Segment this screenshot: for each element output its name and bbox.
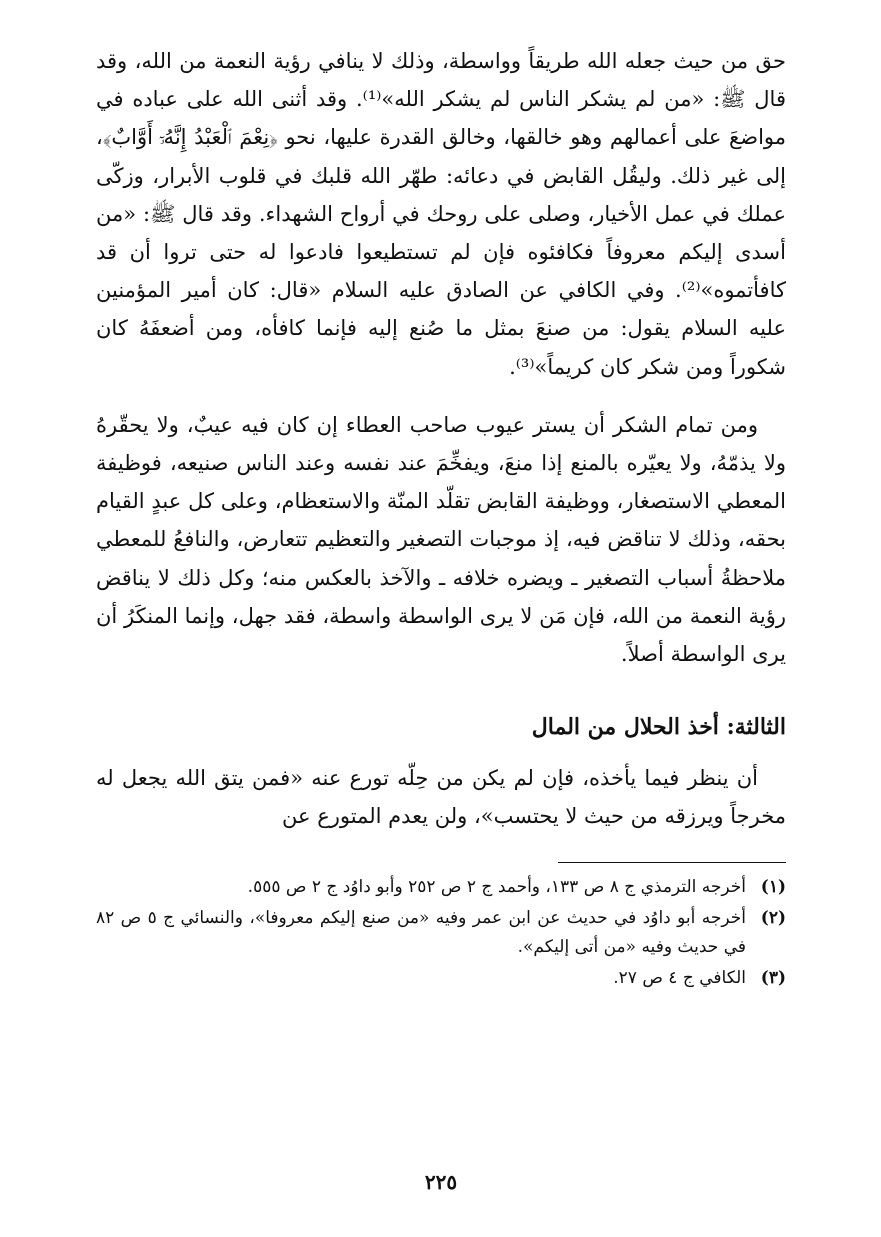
footnote-divider [558,862,786,863]
footnote-item [96,964,786,993]
paragraph-gap [96,386,786,406]
footnote-text: أخرجه الترمذي ج ٨ ص ١٣٣، وأحمد ج ٢ ص ٢٥٢ وأبو داوُد ج ٢ ص ٥٥٥. [247,876,746,897]
footnote-number: (٢) [760,907,786,928]
footnote-text: الكافي ج ٤ ص ٢٧. [613,967,746,988]
section-heading: الثالثة: أخذ الحلال من المال [531,714,786,741]
body-paragraph-2: ومن تمام الشكر أن يستر عيوب صاحب العطاء إن كان فيه عيبٌ، ولا يحقّرهُ ولا يذمّهُ، ولا يعيّره بالمنع إذا منعَ، ويفخِّمَ عند نفسه وعند الناس صنيعه، فوظيفة المعطي الاستصغار، ووظيفة القابض تقلّد المنّة والاستعظام، وعلى كل عبدٍ القيام بحقه، وذلك لا تناقض فيه، إذ موجبات التصغير والتعظيم تتعارض، والنافعُ للمعطي ملاحظةُ أسباب التصغير ـ ويضره خلافه ـ والآخذ بالعكس منه؛ وكل ذلك لا يناقض رؤية النعمة من الله، فإن مَن لا يرى الواسطة واسطة، فقد جهل، وإنما المنكَرُ أن يرى الواسطة أصلاً. [96,412,786,667]
body-paragraph-1: حق من حيث جعله الله طريقاً وواسطة، وذلك لا ينافي رؤية النعمة من الله، وقد قال ﷺ: «من لم يشكر الناس لم يشكر الله»⁽¹⁾. وقد أثنى الله على عباده في مواضعَ على أعمالهم وهو خالقها، وخالق القدرة عليها، نحو ﴿نِعْمَ ٱلْعَبْدُ إِنَّهُۥٓ أَوَّابٌ﴾، إلى غير ذلك. وليقُل القابض في دعائه: طهّر الله قلبك في قلوب الأبرار، وزكّى عملك في عمل الأخيار، وصلى على روحك في أرواح الشهداء. وقد قال ﷺ: «من أسدى إليكم معروفاً فكافئوه فإن لم تستطيعوا فادعوا له حتى تروا أن قد كافأتموه»⁽²⁾. وفي الكافي عن الصادق عليه السلام «قال: كان أمير المؤمنين عليه السلام يقول: من صنعَ بمثل ما صُنع إليه فإنما كافأه، ومن أضعفَهُ كان شكوراً ومن شكر كان كريماً»⁽³⁾. [96,49,786,379]
book-page [96,42,786,1212]
page-number: ٢٢٥ [424,1170,458,1194]
footnote-item [96,904,786,962]
body-paragraph-3: أن ينظر فيما يأخذه، فإن لم يكن من حِلّه تورع عنه «فمن يتق الله يجعل له مخرجاً ويرزقه من حيث لا يحتسب»، ولن يعدم المتورع عن [96,766,786,829]
footnote-number: (١) [760,876,786,897]
footnote-item [96,873,786,902]
footnote-text: أخرجه أبو داوُد في حديث عن ابن عمر وفيه «من صنع إليكم معروفا»، والنسائي ج ٥ ص ٨٢ في حديث وفيه «من أتى إليكم». [96,907,746,957]
footnote-number: (٣) [760,967,786,988]
footnotes-list [96,873,786,993]
